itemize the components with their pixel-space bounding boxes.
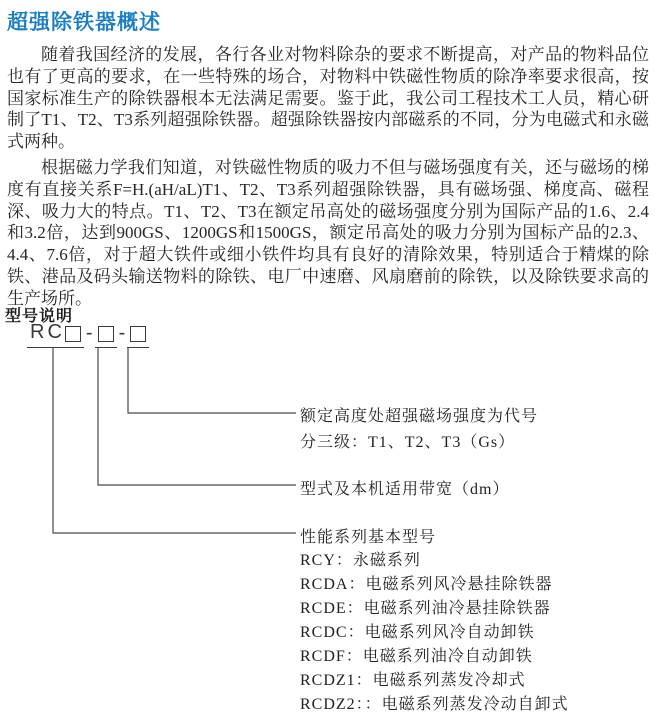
label-bandwidth: 型式及本机适用带宽（dm）: [300, 481, 510, 498]
code-placeholder-box: [98, 326, 114, 342]
model-section-heading: 型号说明: [5, 308, 74, 325]
code-segment-strength: [127, 326, 149, 348]
label-field-strength-line1: 额定高度处超强磁场强度为代号: [300, 408, 539, 425]
series-item-rcdf: RCDF：电磁系列油冷自动卸铁: [300, 648, 533, 665]
overview-section: [7, 44, 649, 310]
series-item-rcda: RCDA：电磁系列风冷悬挂除铁器: [300, 576, 553, 593]
label-series-title: 性能系列基本型号: [300, 529, 437, 546]
series-item-rcy: RCY：永磁系列: [300, 552, 421, 569]
series-list: [300, 547, 569, 715]
series-item-rcdz1: RCDZ1：电磁系列蒸发冷却式: [300, 672, 526, 689]
code-prefix-text: RC: [30, 321, 65, 343]
page-title: 超强除铁器概述: [7, 11, 161, 34]
code-placeholder-box: [130, 326, 146, 342]
series-item-rcdc: RCDC：电磁系列风冷自动卸铁: [300, 624, 535, 641]
code-dash: -: [85, 322, 93, 344]
code-placeholder-box: [65, 326, 81, 342]
overview-paragraph-1: 随着我国经济的发展，各行各业对物料除杂的要求不断提高，对产品的物料品位也有了更高的要求，在一些特殊的场合，对物料中铁磁性物质的除净率要求很高，按国家标准生产的除铁器根本无法满足需要。鉴于此，我公司工程技术工人员，精心研制了T1、T2、T3系列超强除铁器。超强除铁器按内部磁系的不同，分为电磁式和永磁式两种。: [7, 45, 649, 152]
label-field-strength-line2: 分三级：T1、T2、T3（Gs）: [300, 434, 516, 451]
overview-paragraph-2: 根据磁力学我们知道，对铁磁性物质的吸力不但与磁场强度有关，还与磁场的梯度有直接关系F=H.(aH/aL)T1、T2、T3系列超强除铁器，具有磁场强、梯度高、磁程深、吸力大的特点。T1、T2、T3在额定吊高处的磁场强度分别为国际产品的1.6、2.4和3.2倍，达到900GS、1200GS和1500GS，额定吊高处的吸力分别为国标产品的2.3、4.4、7.6倍，对于超大铁件或细小铁件均具有良好的清除效果，特别适合于精煤的除铁、港品及码头输送物料的除铁、电厂中速磨、风扇磨前的除铁，以及除铁要求高的生产场所。: [7, 157, 649, 308]
series-item-rcde: RCDE：电磁系列油冷悬挂除铁器: [300, 600, 551, 617]
series-item-rcdz2: RCDZ2：：电磁系列蒸发冷动自卸式: [300, 696, 569, 713]
model-code: [27, 321, 149, 348]
code-dash: -: [118, 322, 126, 344]
code-segment-bandwidth: [95, 326, 117, 348]
code-segment-series: [27, 321, 84, 348]
